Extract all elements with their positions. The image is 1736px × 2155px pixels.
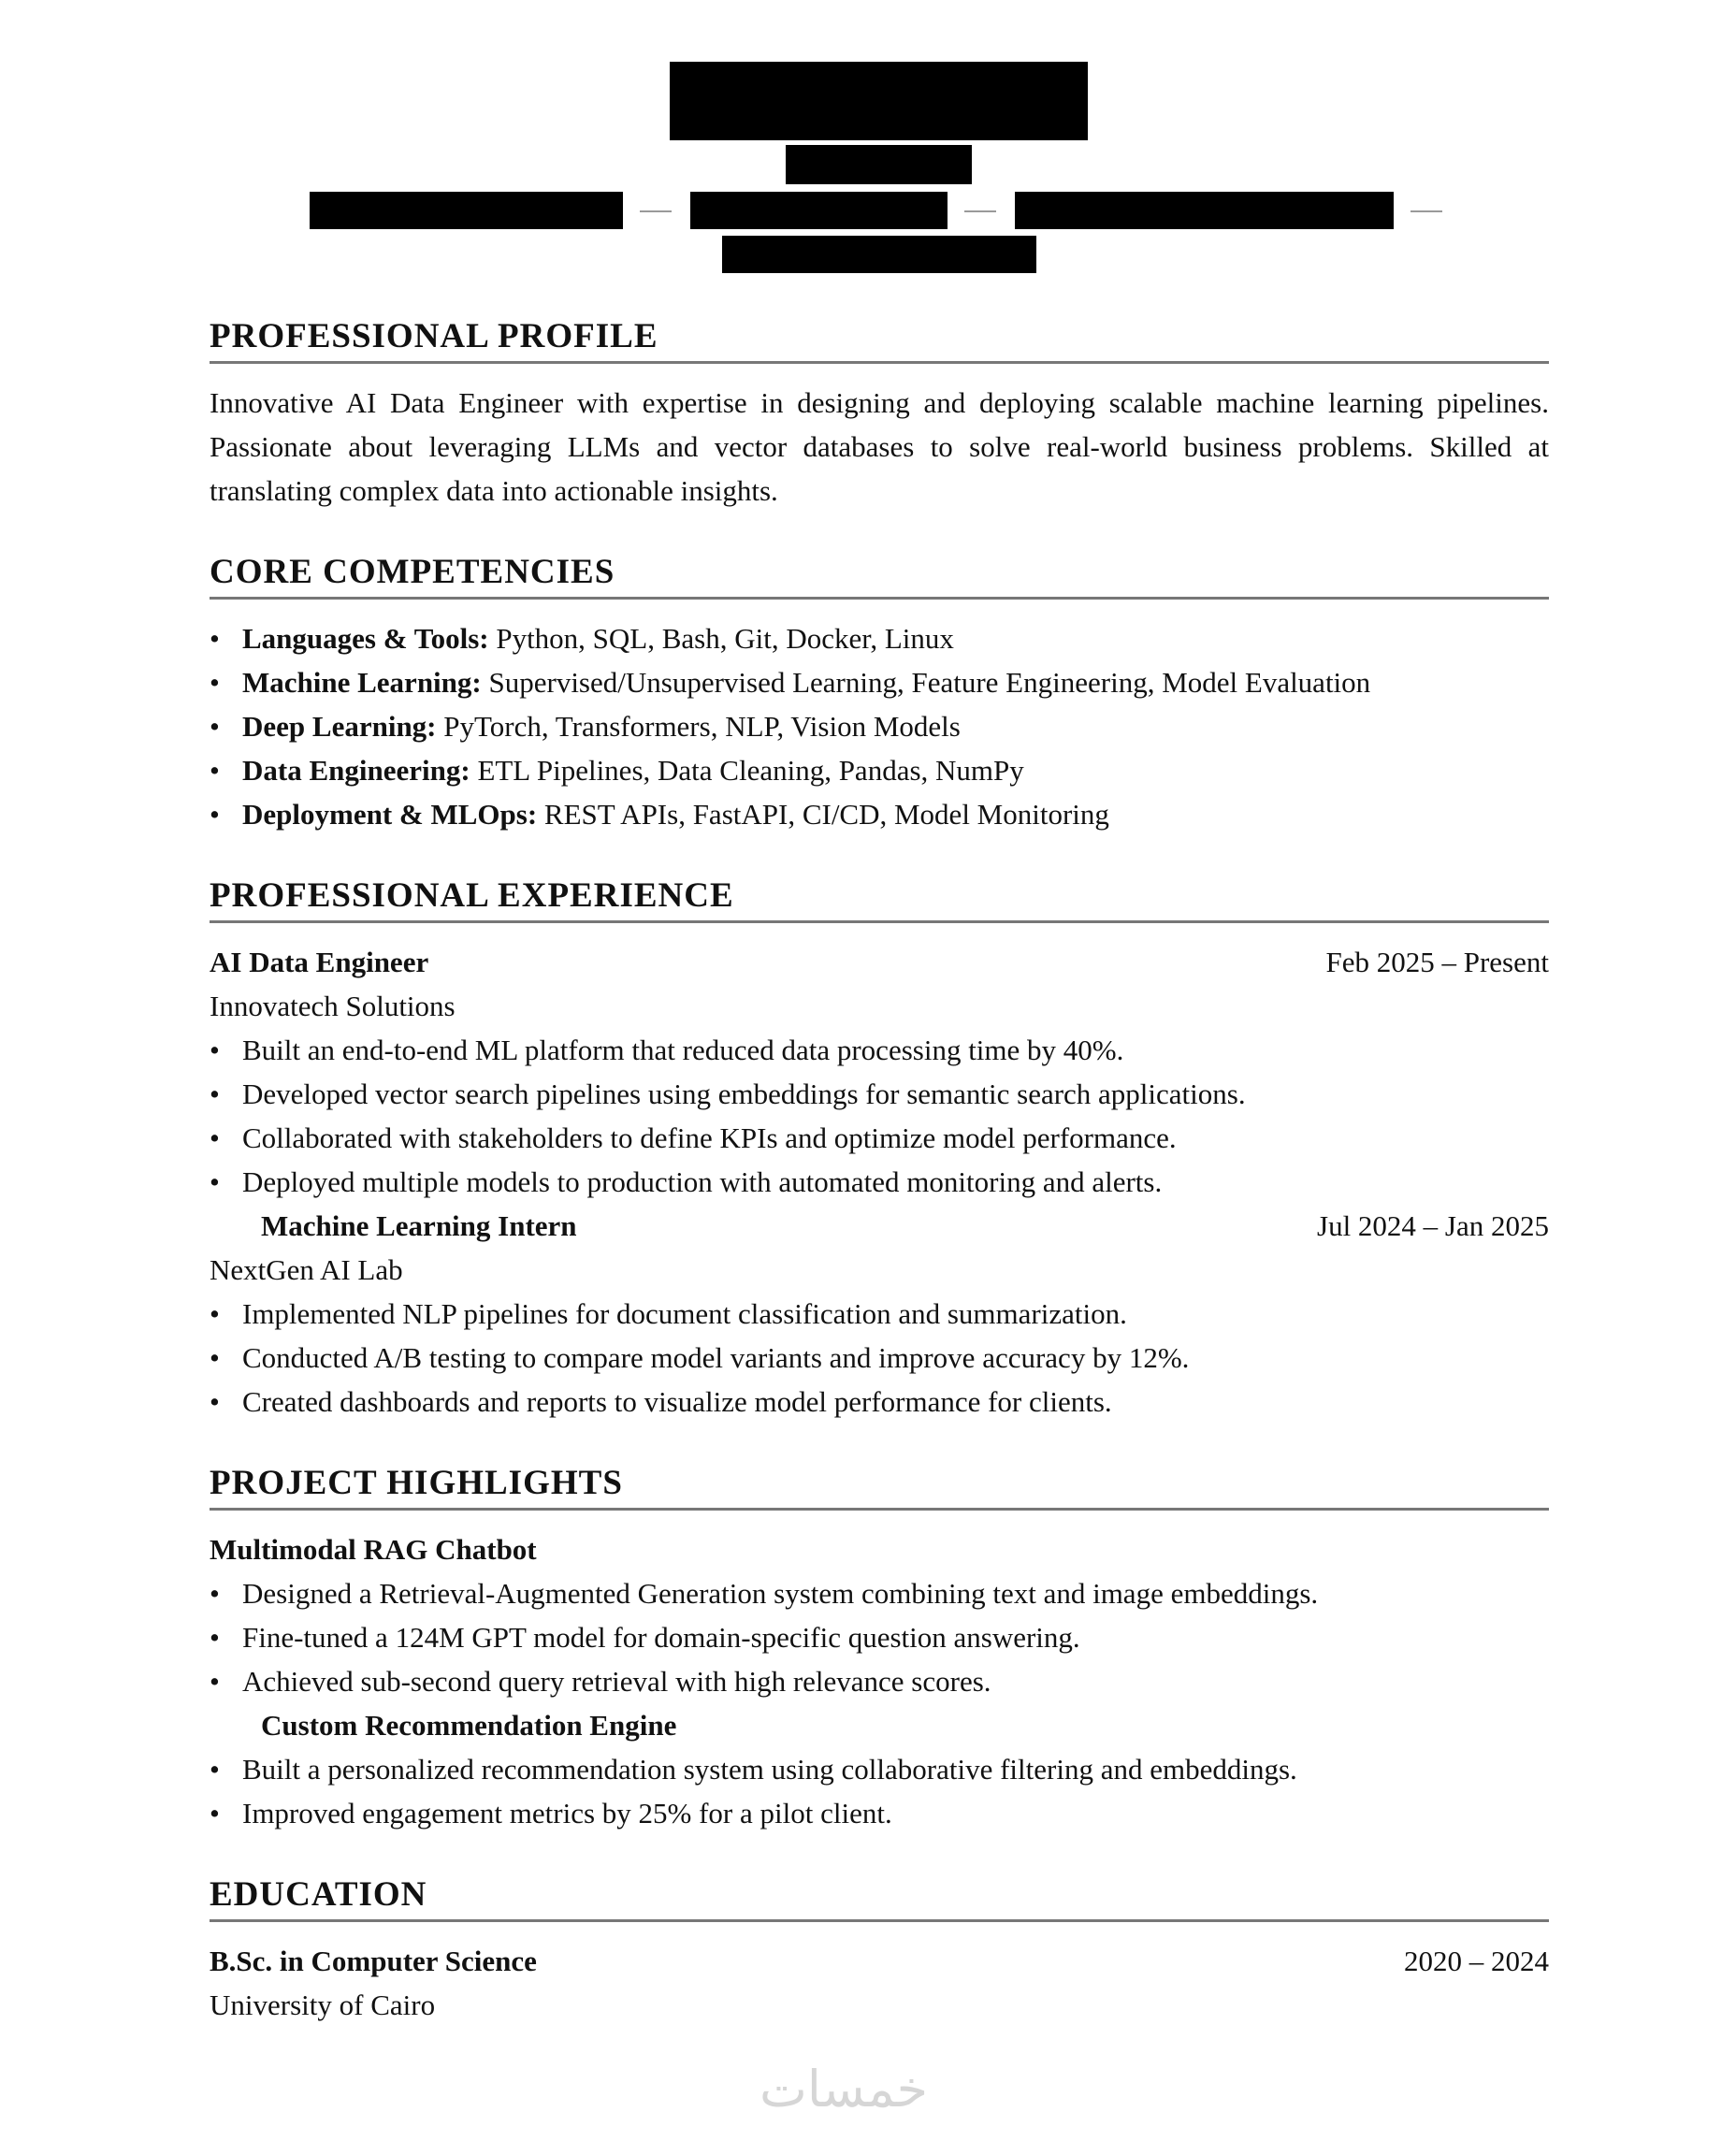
bullet-icon: • [210,1078,220,1110]
bullet-icon: • [210,1121,220,1154]
list-item [210,704,1549,748]
project-title: Multimodal RAG Chatbot [210,1533,537,1566]
section-competencies [210,550,1549,836]
bullet-icon: • [210,1753,220,1786]
redacted-contact-2 [690,192,948,229]
list-item [210,1380,1549,1424]
section-title: CORE COMPETENCIES [210,550,1549,600]
section-projects [210,1461,1549,1835]
list-item [210,1336,1549,1380]
bullet-icon: • [210,1385,220,1418]
bullet-text: Achieved sub-second query retrieval with high relevance scores. [242,1665,991,1698]
job-role: AI Data Engineer [210,946,429,978]
bullet-icon: • [210,1665,220,1698]
contact-separator [964,210,996,212]
education-header [210,1939,1549,1983]
list-item [210,1571,1549,1615]
contact-separator [640,210,672,212]
competency-label: Machine Learning: [242,666,482,699]
bullet-icon: • [210,1297,220,1330]
list-item [210,1116,1549,1160]
competency-value: REST APIs, FastAPI, CI/CD, Model Monitoring [543,798,1109,831]
list-item [210,616,1549,660]
competency-label: Deployment & MLOps: [242,798,538,831]
project-bullets [210,1571,1549,1703]
redacted-title [786,145,972,184]
list-item [210,748,1549,792]
school: University of Cairo [210,1989,436,2021]
bullet-text: Developed vector search pipelines using embeddings for semantic search applications. [242,1078,1246,1110]
list-item [210,1659,1549,1703]
bullet-icon: • [210,754,220,787]
job-company: Innovatech Solutions [210,990,456,1022]
section-title: PROJECT HIGHLIGHTS [210,1461,1549,1511]
bullet-icon: • [210,622,220,655]
redacted-contact-1 [310,192,623,229]
bullet-text: Deployed multiple models to production with automated monitoring and alerts. [242,1165,1163,1198]
section-title: PROFESSIONAL PROFILE [210,314,1549,364]
bullet-text: Collaborated with stakeholders to define KPIs and optimize model performance. [242,1121,1177,1154]
competency-value: Python, SQL, Bash, Git, Docker, Linux [496,622,954,655]
competency-value: ETL Pipelines, Data Cleaning, Pandas, NumPy [477,754,1024,787]
project-bullets [210,1747,1549,1835]
job-role: Machine Learning Intern [261,1209,577,1242]
bullet-text: Conducted A/B testing to compare model variants and improve accuracy by 12%. [242,1341,1190,1374]
competency-value: PyTorch, Transformers, NLP, Vision Models [443,710,961,743]
watermark: خمسات [760,2060,929,2119]
job-bullets [210,1028,1549,1204]
bullet-icon: • [210,798,220,831]
degree: B.Sc. in Computer Science [210,1945,537,1977]
bullet-text: Built a personalized recommendation system using collaborative filtering and embeddings. [242,1753,1297,1786]
competency-label: Deep Learning: [242,710,437,743]
competency-label: Data Engineering: [242,754,470,787]
bullet-text: Improved engagement metrics by 25% for a pilot client. [242,1797,892,1830]
bullet-icon: • [210,1797,220,1830]
profile-text: Innovative AI Data Engineer with expertise in designing and deploying scalable machine learning pipelines. Passionate about leveraging LLMs and vector databases to solve real-world business problems. Skilled at translating complex data into actionable insights. [210,386,1549,507]
list-item [210,1160,1549,1204]
project-title: Custom Recommendation Engine [261,1709,677,1742]
job-bullets [210,1292,1549,1424]
redacted-contact-3 [1015,192,1394,229]
competency-value: Supervised/Unsupervised Learning, Feature Engineering, Model Evaluation [488,666,1371,699]
job-header [210,1204,1549,1248]
bullet-icon: • [210,666,220,699]
list-item [210,660,1549,704]
competency-label: Languages & Tools: [242,622,489,655]
redacted-contact-4 [722,236,1036,273]
section-title: EDUCATION [210,1873,1549,1922]
list-item [210,792,1549,836]
contact-separator [1410,210,1442,212]
list-item [210,1791,1549,1835]
job-company: NextGen AI Lab [210,1253,403,1286]
job-dates: Feb 2025 – Present [1325,946,1549,978]
bullet-text: Designed a Retrieval-Augmented Generation system combining text and image embeddings. [242,1577,1319,1610]
bullet-icon: • [210,1165,220,1198]
redacted-name [670,62,1088,140]
bullet-text: Implemented NLP pipelines for document classification and summarization. [242,1297,1127,1330]
list-item [210,1615,1549,1659]
bullet-text: Fine-tuned a 124M GPT model for domain-specific question answering. [242,1621,1080,1654]
job-dates: Jul 2024 – Jan 2025 [1317,1209,1549,1242]
section-experience [210,874,1549,1424]
list-item [210,1292,1549,1336]
bullet-text: Created dashboards and reports to visualize model performance for clients. [242,1385,1112,1418]
list-item [210,1028,1549,1072]
bullet-icon: • [210,1621,220,1654]
competency-list [210,616,1549,836]
education-dates: 2020 – 2024 [1404,1945,1549,1977]
resume-body [210,314,1549,2064]
bullet-icon: • [210,710,220,743]
section-title: PROFESSIONAL EXPERIENCE [210,874,1549,923]
bullet-icon: • [210,1577,220,1610]
section-profile [210,314,1549,513]
bullet-text: Built an end-to-end ML platform that reduced data processing time by 40%. [242,1034,1124,1066]
list-item [210,1747,1549,1791]
section-education [210,1873,1549,2027]
bullet-icon: • [210,1341,220,1374]
job-header [210,940,1549,984]
bullet-icon: • [210,1034,220,1066]
list-item [210,1072,1549,1116]
